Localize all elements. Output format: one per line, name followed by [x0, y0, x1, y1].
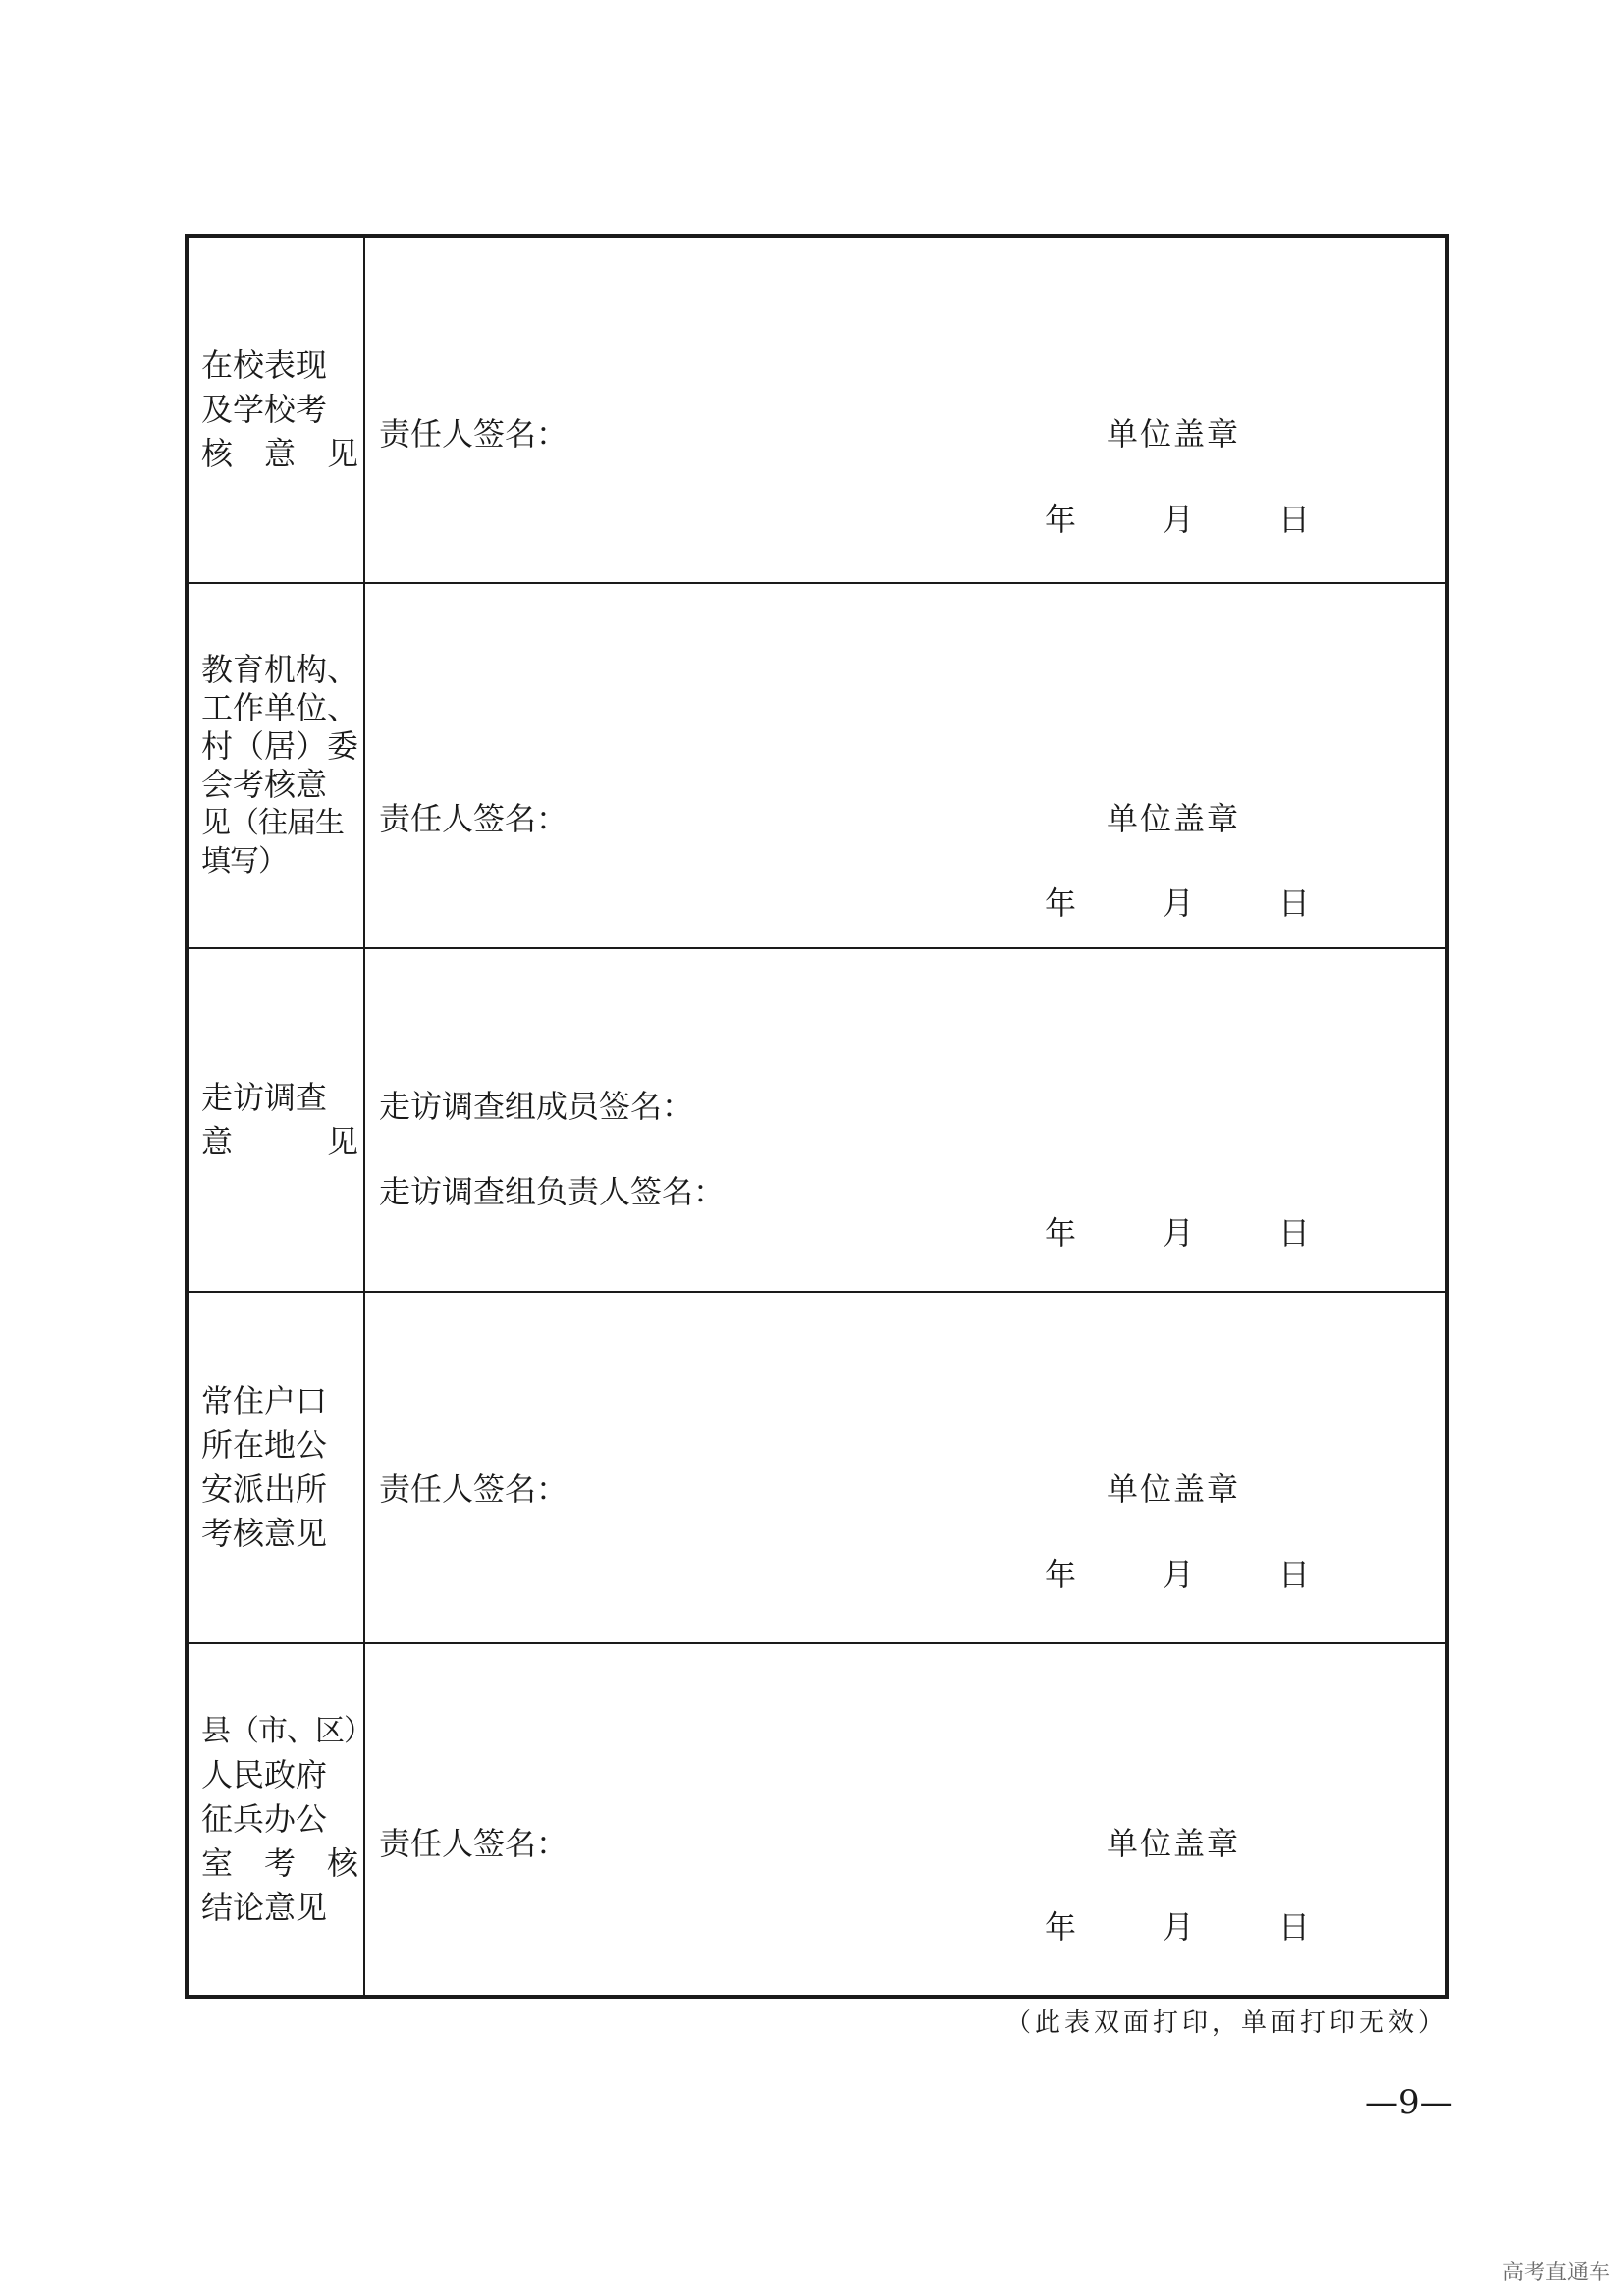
label-line: 县（市、区）	[201, 1714, 372, 1748]
form-row-conscription-office	[187, 1643, 1447, 1997]
unit-stamp-label: 单位盖章	[1107, 1825, 1241, 1862]
label-line: 考核意见	[201, 1515, 328, 1552]
label-line: 核 意 见	[201, 435, 359, 472]
conscription-office-opinion-area[interactable]	[364, 1643, 1447, 1997]
signature-label: 责任人签名：	[379, 415, 568, 453]
police-station-opinion-area[interactable]	[364, 1292, 1447, 1643]
row-label-school-performance	[187, 236, 364, 583]
row-label-institution-opinion	[187, 583, 364, 948]
school-opinion-area[interactable]	[364, 236, 1447, 583]
label-line: 意 见	[201, 1123, 359, 1160]
label-line: 征兵办公	[201, 1800, 328, 1838]
form-row-visit-survey	[187, 948, 1447, 1292]
page-number: —9—	[1365, 2083, 1453, 2122]
unit-stamp-label: 单位盖章	[1107, 415, 1241, 453]
label-line: 所在地公	[201, 1426, 328, 1464]
row-label-conscription-office	[187, 1643, 372, 1997]
label-line: 会考核意	[201, 766, 328, 803]
date-year-label: 年	[1045, 1214, 1077, 1252]
unit-stamp-label: 单位盖章	[1107, 800, 1241, 837]
label-line: 及学校考	[201, 391, 328, 428]
date-year-label: 年	[1045, 1556, 1077, 1593]
label-line: 常住户口	[201, 1382, 328, 1419]
date-year-label: 年	[1045, 1908, 1077, 1946]
signature-label: 责任人签名：	[379, 1470, 568, 1508]
label-line: 人民政府	[201, 1756, 328, 1793]
signature-label: 责任人签名：	[379, 1825, 568, 1862]
label-line: 结论意见	[201, 1889, 328, 1926]
label-line: 走访调查	[201, 1079, 328, 1116]
date-day-label: 日	[1278, 501, 1311, 538]
date-month-label: 月	[1163, 1214, 1195, 1252]
date-day-label: 日	[1278, 1908, 1311, 1946]
label-line: 见（往届生	[201, 806, 344, 840]
visit-survey-area[interactable]	[364, 948, 1447, 1292]
member-signature-label: 走访调查组成员签名：	[379, 1088, 694, 1125]
date-month-label: 月	[1163, 884, 1195, 922]
unit-stamp-label: 单位盖章	[1107, 1470, 1241, 1508]
watermark-text: 高考直通车	[1501, 2261, 1610, 2285]
form-row-police-station	[187, 1292, 1447, 1643]
label-line: 安派出所	[201, 1470, 328, 1508]
date-day-label: 日	[1278, 1556, 1311, 1593]
label-line: 室 考 核	[201, 1844, 359, 1882]
assessment-form-table	[185, 234, 1449, 1999]
label-line: 教育机构、	[201, 651, 359, 688]
date-day-label: 日	[1278, 884, 1311, 922]
label-line: 工作单位、	[201, 689, 359, 726]
label-line: 村（居）委	[201, 727, 359, 765]
row-label-police-station	[187, 1292, 364, 1643]
label-line: 在校表现	[201, 347, 328, 384]
form-row-institution-opinion	[187, 583, 1447, 948]
date-year-label: 年	[1045, 884, 1077, 922]
row-label-visit-survey	[187, 948, 364, 1292]
date-month-label: 月	[1163, 1556, 1195, 1593]
signature-label: 责任人签名：	[379, 800, 568, 837]
form-row-school-performance	[187, 236, 1447, 583]
label-line: 填写）	[201, 844, 287, 879]
institution-opinion-area[interactable]	[364, 583, 1447, 948]
date-month-label: 月	[1163, 1908, 1195, 1946]
date-year-label: 年	[1045, 501, 1077, 538]
date-month-label: 月	[1163, 501, 1195, 538]
date-day-label: 日	[1278, 1214, 1311, 1252]
print-instruction-note: （此表双面打印，单面打印无效）	[1004, 2008, 1447, 2038]
leader-signature-label: 走访调查组负责人签名：	[379, 1173, 726, 1210]
